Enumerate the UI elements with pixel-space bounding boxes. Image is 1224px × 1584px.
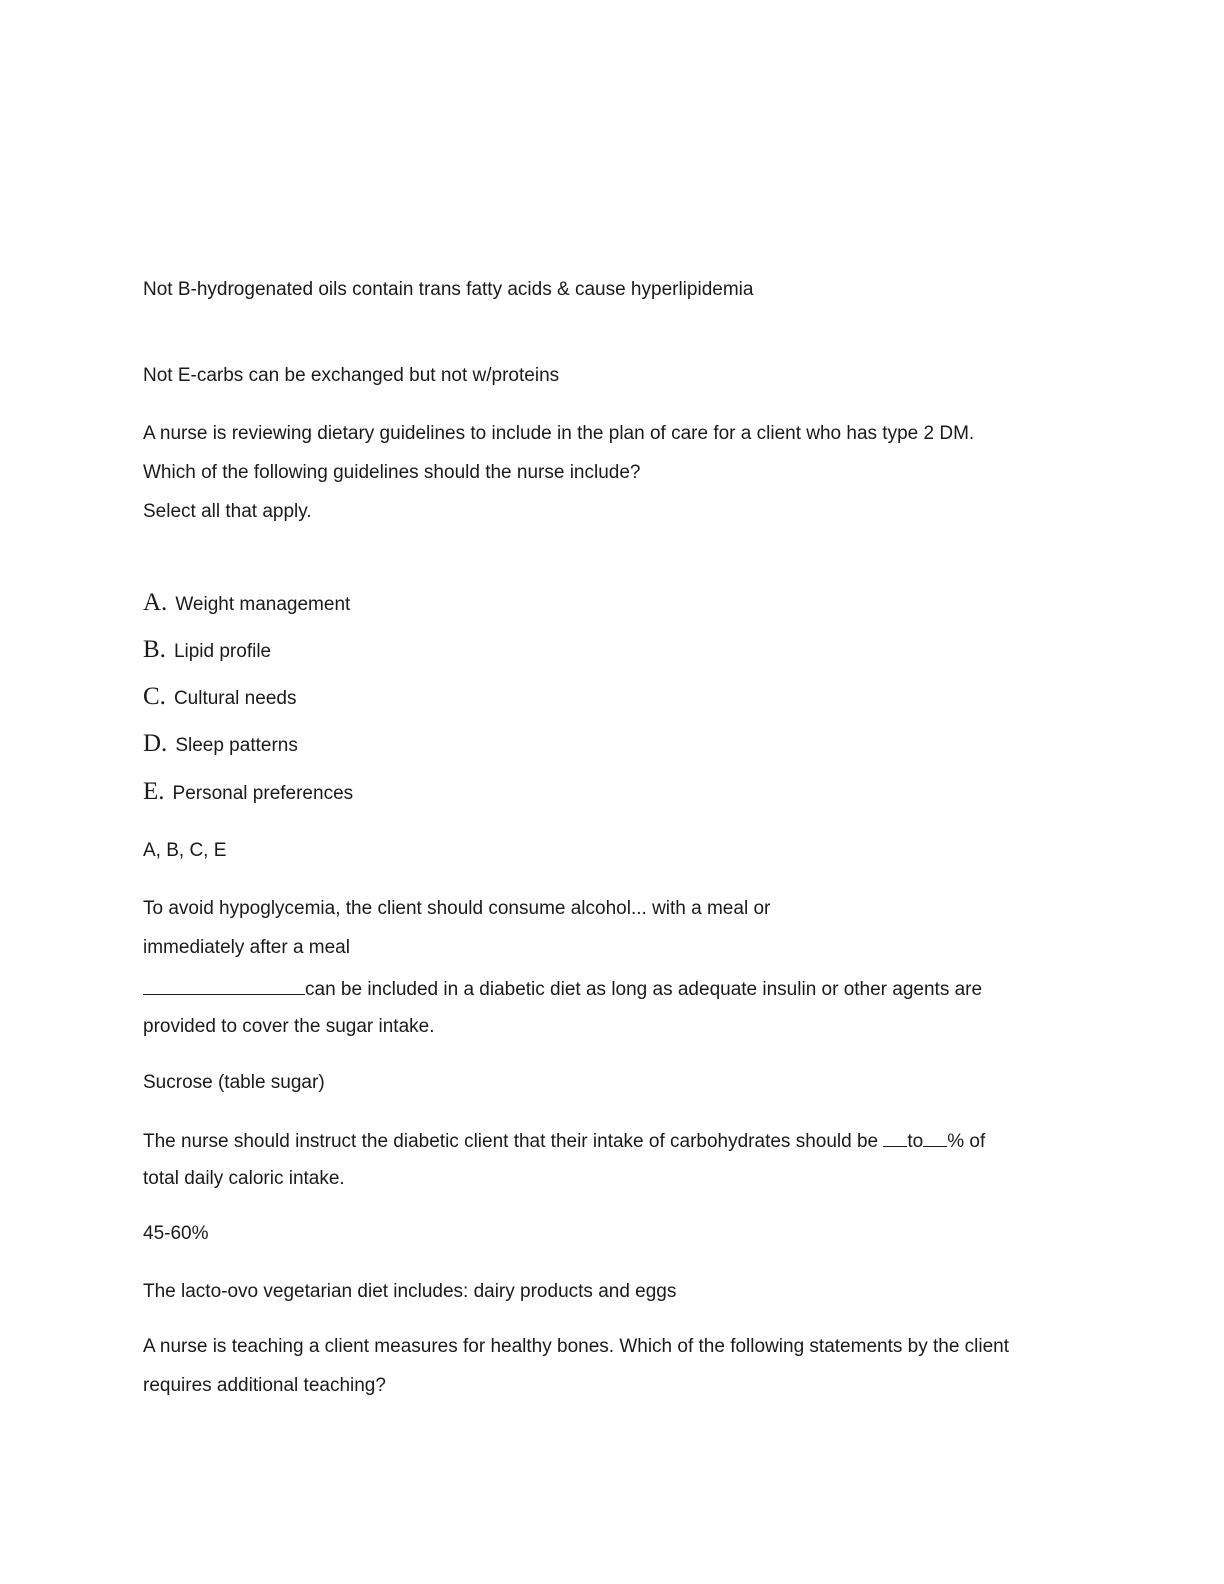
q4-answer: 45-60% (143, 1223, 209, 1244)
option-letter: D. (143, 730, 168, 757)
option-text: Personal preferences (172, 783, 354, 804)
q3-answer: Sucrose (table sugar) (143, 1072, 325, 1093)
q6-line2: requires additional teaching? (143, 1375, 386, 1396)
q2-line2: immediately after a meal (143, 937, 350, 958)
q3-line1-text: can be included in a diabetic diet as long as adequate insulin or other agents are (305, 979, 983, 1000)
q3-line1 (143, 976, 982, 1002)
q1-option-a (143, 589, 350, 619)
q4-line2: total daily caloric intake. (143, 1168, 345, 1189)
q5-line1: The lacto-ovo vegetarian diet includes: dairy products and eggs (143, 1281, 677, 1302)
q3-line2: provided to cover the sugar intake. (143, 1016, 435, 1037)
option-letter: E. (143, 778, 165, 805)
q1-stem-line3: Select all that apply. (143, 501, 312, 522)
q6-line1: A nurse is teaching a client measures for healthy bones. Which of the following statements by the client (143, 1336, 1010, 1357)
q4-text-part3: % of (947, 1131, 986, 1152)
q4-text-part2: to (907, 1131, 924, 1152)
q1-option-c (143, 683, 296, 713)
q1-option-d (143, 730, 298, 760)
note-e: Not E-carbs can be exchanged but not w/proteins (143, 365, 560, 386)
q1-stem-line2: Which of the following guidelines should the nurse include? (143, 462, 641, 483)
option-letter: C. (143, 683, 166, 710)
fill-blank (923, 1128, 947, 1147)
option-letter: A. (143, 589, 168, 616)
q4-line1 (143, 1128, 985, 1154)
q2-line1: To avoid hypoglycemia, the client should consume alcohol... with a meal or (143, 898, 771, 919)
option-letter: B. (143, 636, 166, 663)
q1-stem-line1: A nurse is reviewing dietary guidelines to include in the plan of care for a client who has type 2 DM. (143, 423, 975, 444)
q4-text-part1: The nurse should instruct the diabetic client that their intake of carbohydrates should be (143, 1131, 884, 1152)
q1-option-e (143, 778, 353, 808)
option-text: Cultural needs (173, 688, 297, 709)
option-text: Lipid profile (173, 641, 272, 662)
option-text: Sleep patterns (175, 735, 298, 756)
q1-option-b (143, 636, 271, 666)
fill-blank (883, 1128, 907, 1147)
q1-answer: A, B, C, E (143, 840, 227, 861)
fill-blank (143, 976, 305, 995)
option-text: Weight management (175, 594, 351, 615)
note-b: Not B-hydrogenated oils contain trans fatty acids & cause hyperlipidemia (143, 279, 754, 300)
